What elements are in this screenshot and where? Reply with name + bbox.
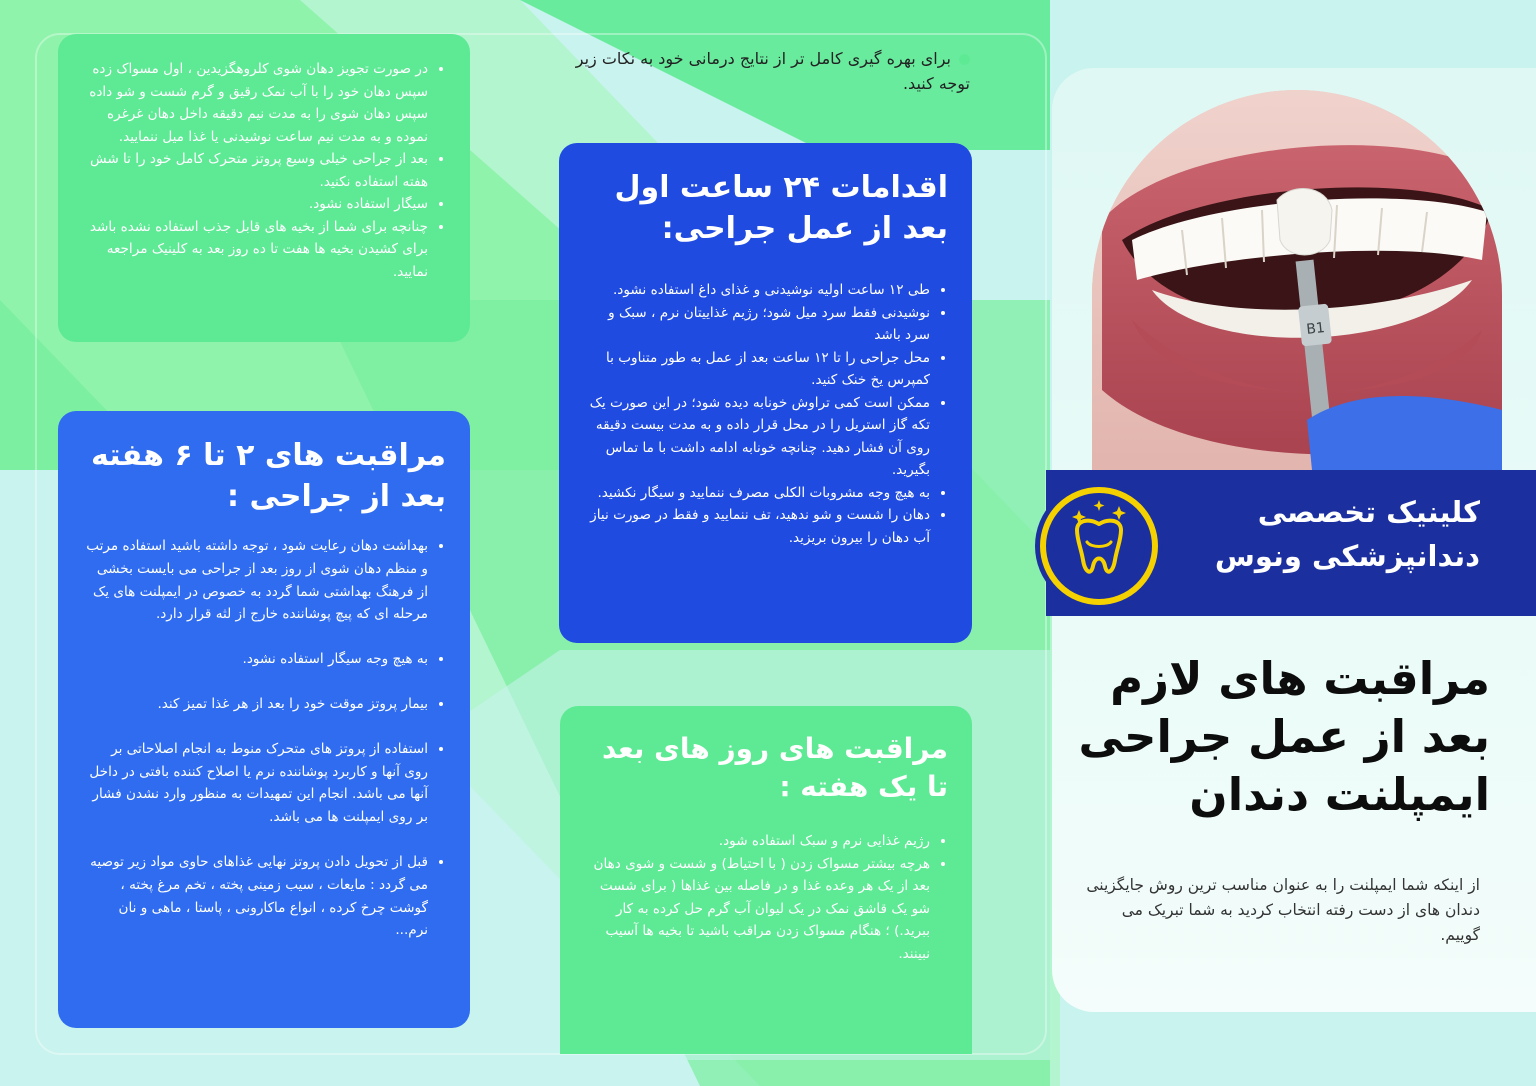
list-item: • استفاده از پروتز های متحرک منوط به انجام اصلاحاتی بر روی آنها و کاربرد پوشاننده نرم یا اصلاح کننده بافتی در داخل آنها می باشد. انجام این تمهیدات به منظور وارد نشدن فشار بر روی ایمپلنت ها می باشد. [84,738,428,829]
clinic-name [1180,490,1480,578]
aftercare-tips-list [84,58,446,283]
list-item: • به هیچ وجه سیگار استفاده نشود. [84,648,428,671]
list-item: • قبل از تحویل دادن پروتز نهایی غذاهای حاوی مواد زیر توصیه می گردد : مایعات ، سیب زمینی پخته ، تخم مرغ پخته ، گوشت چرخ کرده ، انواع ماکارونی ، پاستا ، ماهی و نان نرم... [84,851,428,942]
shade-tab-label: B1 [1305,320,1326,338]
clinic-name-line1: کلینیک تخصصی [1257,495,1480,529]
following-days-title: مراقبت های روز های بعد تا یک هفته : [601,732,948,803]
two-to-six-weeks-title: مراقبت های ۲ تا ۶ هفته بعد از جراحی : [91,438,446,514]
list-item: • هرچه بیشتر مسواک زدن ( با احتیاط) و شست و شوی دهان بعد از یک هر وعده غذا و در فاصله بین غذاها ( برای شست شو یک قاشق نمک در یک لیوان آب گرم حل کرده به کار ببرید.) ؛ هنگام مسواک زدن مراقب باشید تا بخیه ها آسیب نبینند. [582,853,930,966]
list-item: • چنانچه برای شما از بخیه های قابل جذب استفاده نشده باشد برای کشیدن بخیه ها هفت تا ده روز بعد به کلینیک مراجعه نمایید. [84,216,428,284]
tooth-logo-icon [1033,480,1165,612]
list-item: • رژیم غذایی نرم و سبک استفاده شود. [582,830,930,853]
list-item: • طی ۱۲ ساعت اولیه نوشیدنی و غذای داغ استفاده نشود. [581,279,930,302]
page-title-line1: مراقبت های لازم [1110,652,1490,705]
list-item: • نوشیدنی فقط سرد میل شود؛ رژیم غذاییتان نرم ، سبک و سرد باشد [581,302,930,347]
page-title [1070,650,1490,824]
two-to-six-weeks-list [84,535,446,942]
list-item: • در صورت تجویز دهان شوی کلروهگزیدین ، اول مسواک زده سپس دهان خود را با آب نمک رقیق و گرم شست و شو داده سپس دهان شوی را به مدت نیم دقیقه داخل دهان غرغره نموده و به مدت نیم ساعت نوشیدنی یا غذا میل ننمایید. [84,58,428,148]
list-item: • محل جراحی را تا ۱۲ ساعت بعد از عمل به طور متناوب با کمپرس یخ خنک کنید. [581,347,930,392]
clinic-name-line2: دندانپزشکی ونوس [1214,539,1480,573]
list-item: • بعد از جراحی خیلی وسیع پروتز متحرک کامل خود را تا شش هفته استفاده نکنید. [84,148,428,193]
list-item: • به هیچ وجه مشروبات الکلی مصرف ننمایید و سیگار نکشید. [581,482,930,505]
first-24-hours-title: اقدامات ۲۴ ساعت اول بعد از عمل جراحی: [614,170,948,246]
list-item: • دهان را شست و شو ندهید، تف ننمایید و فقط در صورت نیاز آب دهان را بیرون بریزید. [581,504,930,549]
two-to-six-weeks-card [58,411,470,1028]
page-title-line2: بعد از عمل جراحی [1078,710,1490,763]
list-item: • ممکن است کمی تراوش خونابه دیده شود؛ در این صورت یک تکه گاز استریل را در محل قرار داده و به مدت بیست دقیقه روی آن فشار دهید. چنانچه خونابه ادامه داشت با ما تماس بگیرید. [581,392,930,482]
first-24-hours-card [559,143,972,643]
list-item: • سیگار استفاده نشود. [84,193,428,216]
following-days-list [582,830,948,965]
list-item: • بیمار پروتز موقت خود را بعد از هر غذا تمیز کند. [84,693,428,716]
list-item: • بهداشت دهان رعایت شود ، توجه داشته باشید استفاده مرتب و منظم دهان شوی از روز بعد از جراحی می بایست بخشی از فرهنگ بهداشتی شما گردد به خصوص در ایمپلنت های یک مرحله ای که پیچ پوشاننده خارج از لثه قرار دارد. [84,535,428,626]
first-24-hours-list [581,279,948,549]
page-title-line3: ایمپلنت دندان [1189,768,1490,821]
gloved-hand [1307,396,1502,470]
aftercare-tips-card [58,34,470,342]
intro-paragraph: از اینکه شما ایمپلنت را به عنوان مناسب ترین روش جایگزینی دندان های از دست رفته انتخاب کردید به شما تبریک می گوییم. [1086,876,1480,944]
following-days-card [560,706,972,1054]
intro-note: برای بهره گیری کامل تر از نتایج درمانی خود به نکات زیر توجه کنید. [575,49,970,93]
bullet-dot-icon [959,54,970,65]
